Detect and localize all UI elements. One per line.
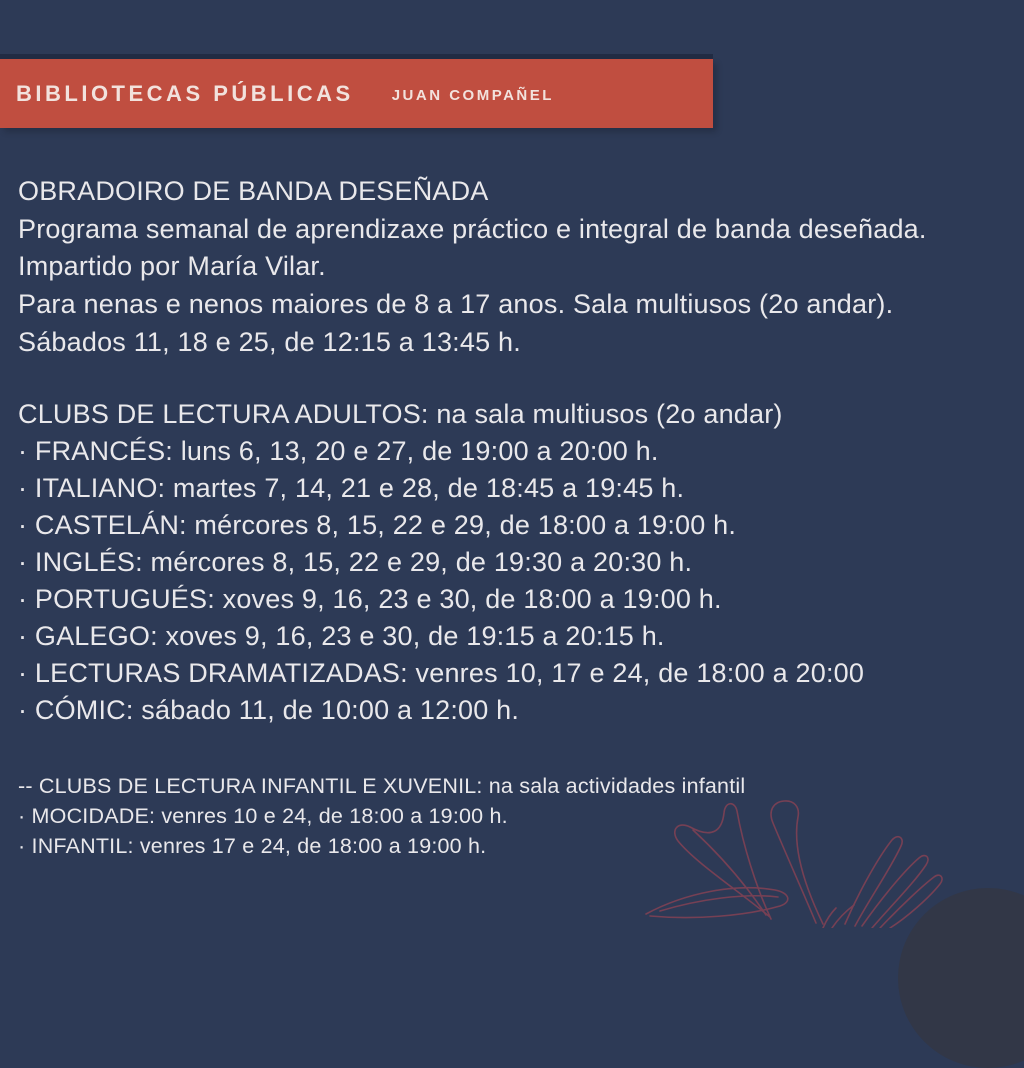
library-name: JUAN COMPAÑEL	[391, 86, 554, 104]
club-item-ingles: · INGLÉS: mércores 8, 15, 22 e 29, de 19:30 a 20:30 h.	[18, 547, 693, 577]
workshop-schedule: Sábados 11, 18 e 25, de 12:15 a 13:45 h.	[18, 326, 521, 357]
workshop-section	[18, 173, 1014, 362]
club-item-comic: · CÓMIC: sábado 11, de 10:00 a 12:00 h.	[18, 695, 520, 725]
workshop-instructor: Impartido por María Vilar.	[18, 251, 326, 282]
club-item-galego: · GALEGO: xoves 9, 16, 23 e 30, de 19:15 a 20:15 h.	[18, 621, 665, 651]
adult-clubs-section	[18, 396, 1014, 729]
club-item-mocidade: · MOCIDADE: venres 10 e 24, de 18:00 a 19:00 h.	[18, 804, 508, 828]
children-clubs-section	[18, 771, 1014, 861]
club-item-italiano: · ITALIANO: martes 7, 14, 21 e 28, de 18:45 a 19:45 h.	[18, 473, 685, 503]
club-item-frances: · FRANCÉS: luns 6, 13, 20 e 27, de 19:00 a 20:00 h.	[18, 436, 659, 466]
club-item-portugues: · PORTUGUÉS: xoves 9, 16, 23 e 30, de 18:00 a 19:00 h.	[18, 584, 722, 614]
workshop-description: Programa semanal de aprendizaxe práctico e integral de banda deseñada.	[18, 213, 927, 244]
club-item-lecturas-dramatizadas: · LECTURAS DRAMATIZADAS: venres 10, 17 e 24, de 18:00 a 20:00	[18, 658, 865, 688]
club-item-castelan: · CASTELÁN: mércores 8, 15, 22 e 29, de 18:00 a 19:00 h.	[18, 510, 737, 540]
corner-circle-decoration	[898, 888, 1024, 1068]
workshop-audience: Para nenas e nenos maiores de 8 a 17 anos. Sala multiusos (2o andar).	[18, 289, 894, 320]
workshop-title: OBRADOIRO DE BANDA DESEÑADA	[18, 176, 489, 206]
header-band	[0, 59, 713, 128]
poster-title: BIBLIOTECAS PÚBLICAS	[16, 80, 354, 106]
children-clubs-heading: -- CLUBS DE LECTURA INFANTIL E XUVENIL: na sala actividades infantil	[18, 774, 746, 798]
adult-clubs-heading: CLUBS DE LECTURA ADULTOS: na sala multiusos (2o andar)	[18, 399, 783, 429]
club-item-infantil: · INFANTIL: venres 17 e 24, de 18:00 a 19:00 h.	[18, 834, 487, 858]
